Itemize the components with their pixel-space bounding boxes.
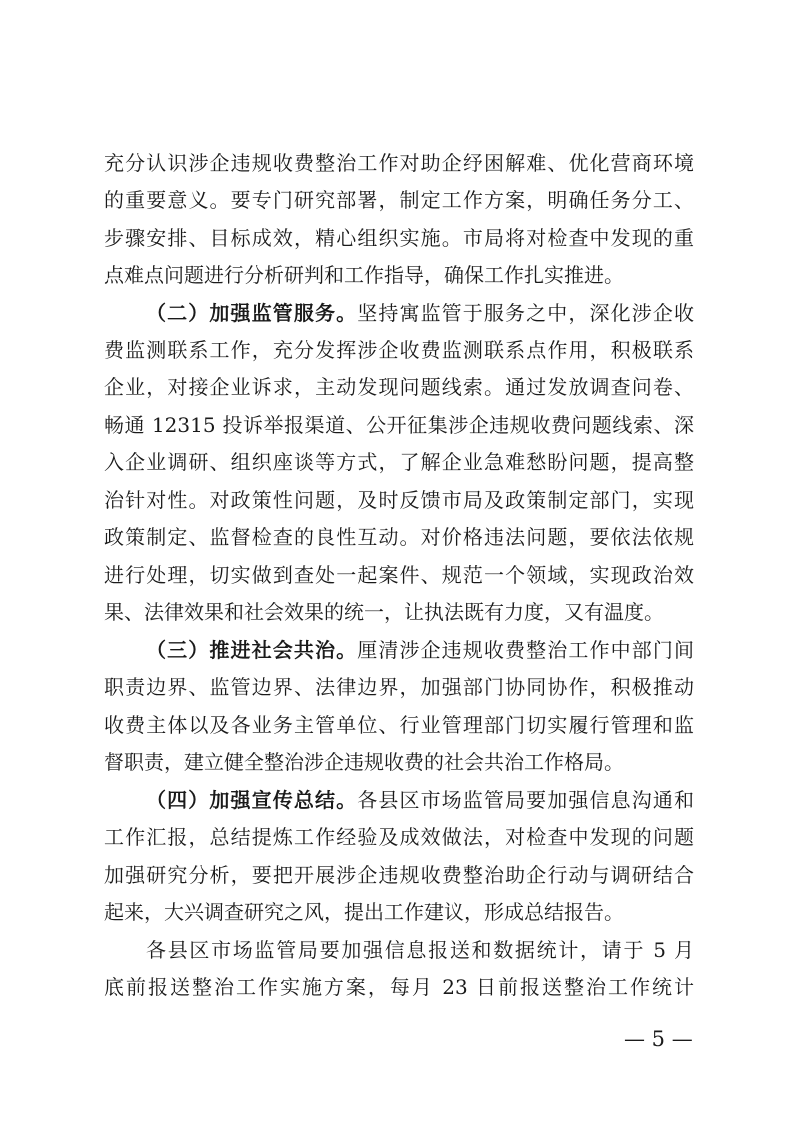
body-text-line [104, 668, 694, 706]
line-text: 企业，对接企业诉求，主动发现问题线索。通过发放调查问卷、 [104, 375, 694, 399]
body-text-line [104, 893, 694, 931]
section-heading-line [104, 781, 694, 819]
line-text: 费监测联系工作，充分发挥涉企收费监测联系点作用，积极联系 [104, 338, 694, 362]
section-heading: （四）加强宣传总结。 [146, 788, 358, 812]
section-heading-line [104, 631, 694, 669]
body-text-line [104, 931, 694, 969]
body-text-line [104, 818, 694, 856]
line-text: 畅通 12315 投诉举报渠道、公开征集涉企违规收费问题线索、深 [104, 413, 694, 437]
line-text: 底前报送整治工作实施方案，每月 23 日前报送整治工作统计 [104, 975, 694, 999]
line-text: 各县区市场监管局要加强信息报送和数据统计，请于 5 月 [146, 938, 694, 962]
line-text: 入企业调研、组织座谈等方式，了解企业急难愁盼问题，提高整 [104, 450, 694, 474]
line-text: 点难点问题进行分析研判和工作指导，确保工作扎实推进。 [104, 263, 624, 287]
line-text: 果、法律效果和社会效果的统一，让执法既有力度，又有温度。 [104, 600, 664, 624]
body-text-line [104, 743, 694, 781]
line-text: 充分认识涉企违规收费整治工作对助企纾困解难、优化营商环境 [104, 151, 694, 175]
body-text-line [104, 706, 694, 744]
line-text: 工作汇报，总结提炼工作经验及成效做法，对检查中发现的问题 [104, 825, 694, 849]
page-number: — 5 — [624, 1027, 693, 1051]
line-text: 起来，大兴调查研究之风，提出工作建议，形成总结报告。 [104, 900, 624, 924]
line-text: 政策制定、监督检查的良性互动。对价格违法问题，要依法依规 [104, 525, 694, 549]
body-text-line [104, 181, 694, 219]
body-text-line [104, 481, 694, 519]
line-text: 坚持寓监管于服务之中，深化涉企收 [357, 301, 695, 325]
line-text: 各县区市场监管局要加强信息沟通和 [357, 788, 695, 812]
body-text-line [104, 368, 694, 406]
section-heading: （二）加强监管服务。 [146, 301, 358, 325]
line-text: 厘清涉企违规收费整治工作中部门间 [357, 638, 695, 662]
line-text: 收费主体以及各业务主管单位、行业管理部门切实履行管理和监 [104, 713, 694, 737]
section-heading-line [104, 294, 694, 332]
section-heading: （三）推进社会共治。 [146, 638, 358, 662]
body-text-line [104, 406, 694, 444]
line-text: 的重要意义。要专门研究部署，制定工作方案，明确任务分工、 [104, 188, 694, 212]
line-text: 进行处理，切实做到查处一起案件、规范一个领域，实现政治效 [104, 563, 694, 587]
body-text-line [104, 144, 694, 182]
body-text-line [104, 968, 694, 1006]
line-text: 治针对性。对政策性问题，及时反馈市局及政策制定部门，实现 [104, 488, 694, 512]
body-text-line [104, 856, 694, 894]
body-text-line [104, 256, 694, 294]
body-text-line [104, 219, 694, 257]
body-text-line [104, 518, 694, 556]
line-text: 职责边界、监管边界、法律边界，加强部门协同协作，积极推动 [104, 675, 694, 699]
body-text-line [104, 556, 694, 594]
line-text: 步骤安排、目标成效，精心组织实施。市局将对检查中发现的重 [104, 226, 694, 250]
body-text-line [104, 443, 694, 481]
body-text-line [104, 331, 694, 369]
body-text-line [104, 593, 694, 631]
line-text: 督职责，建立健全整治涉企违规收费的社会共治工作格局。 [104, 750, 624, 774]
line-text: 加强研究分析，要把开展涉企违规收费整治助企行动与调研结合 [104, 863, 694, 887]
